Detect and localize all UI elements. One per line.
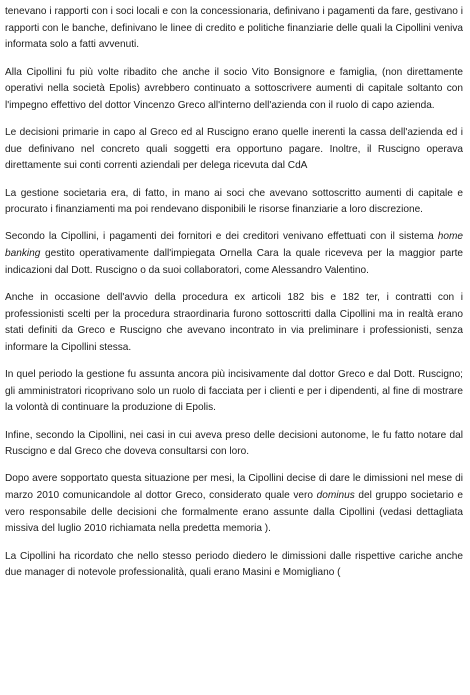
paragraph-text: Infine, secondo la Cipollini, nei casi in cui aveva preso delle decisioni autonome, le fu fatto notare dal Ruscigno e dal Greco che doveva consultarsi con loro.	[5, 429, 463, 458]
paragraph	[5, 125, 463, 175]
paragraph	[5, 549, 463, 582]
paragraph	[5, 367, 463, 417]
paragraph-text: tenevano i rapporti con i soci locali e con la concessionaria, definivano i pagamenti da fare, gestivano i rapporti con le banche, definivano le linee di credito e politiche finanziarie delle quali la Cipollini veniva informata solo a fatti avvenuti.	[5, 6, 463, 51]
paragraph-text: Alla Cipollini fu più volte ribadito che anche il socio Vito Bonsignore e famiglia, (non direttamente operativi nella società Epolis) avrebbero continuato a sottoscrivere aumenti di capitale soltanto con l'impegno effettivo del dottor Vincenzo Greco all'interno dell'azienda con il ruolo di capo azienda.	[5, 66, 463, 111]
paragraph	[5, 290, 463, 357]
paragraph	[5, 229, 463, 279]
paragraph	[5, 471, 463, 538]
italic-text: home banking	[5, 231, 463, 259]
paragraph	[5, 4, 463, 54]
paragraph-text: La gestione societaria era, di fatto, in mano ai soci che avevano sottoscritto aumenti di capitale e procurato i finanziamenti ma poi rendevano disponibili le risorse finanziarie a loro discrezione.	[5, 187, 463, 216]
paragraph	[5, 186, 463, 219]
paragraph-text: In quel periodo la gestione fu assunta ancora più incisivamente dal dottor Greco e dal Dott. Ruscigno; gli amministratori ricoprivano solo un ruolo di facciata per i clienti e per i dipendenti, al fine di mostrare la volontà di continuare la produzione di Epolis.	[5, 369, 463, 414]
paragraph-text: Dopo avere sopportato questa situazione per mesi, la Cipollini decise di dare le dimissioni nel mese di marzo 2010 comunicandole al dottor Greco, considerato quale vero	[5, 473, 463, 501]
paragraph-text: La Cipollini ha ricordato che nello stesso periodo diedero le dimissioni dalle rispettive cariche anche due manager di notevole professionalità, quali erano Masini e Momigliano (	[5, 550, 463, 579]
italic-text: dominus	[316, 490, 355, 501]
paragraph-text: Le decisioni primarie in capo al Greco ed al Ruscigno erano quelle inerenti la cassa dell'azienda ed i due definivano nel concreto quali soggetti era opportuno pagare. Inoltre, il Ruscigno operava direttamente sui conti correnti aziendali per delega ricevuta dal CdA	[5, 127, 463, 172]
paragraph-text: Secondo la Cipollini, i pagamenti dei fornitori e dei creditori venivano effettuati con il sistema	[5, 231, 438, 243]
paragraph-text: del gruppo societario e vero responsabile delle decisioni che formalmente erano assunte dalla Cipollini (vedasi dettagliata missiva del luglio 2010 richiamata nella predetta memoria ).	[5, 490, 464, 535]
document-body	[5, 4, 463, 592]
paragraph-text: gestito operativamente dall'impiegata Ornella Cara la quale riceveva per la maggior parte indicazioni dal Dott. Ruscigno o da suoi collaboratori, come Alessandro Valentino.	[5, 248, 463, 276]
paragraph	[5, 65, 463, 115]
paragraph-text: Anche in occasione dell'avvio della procedura ex articoli 182 bis e 182 ter, i contratti con i professionisti scelti per la procedura straordinaria furono sottoscritti dalla Cipollini ma in realtà erano stati definiti da Greco e Ruscigno che avevano incontrato in via preliminare i professionisti, senza informare la Cipollini stessa.	[5, 291, 463, 353]
paragraph	[5, 428, 463, 461]
